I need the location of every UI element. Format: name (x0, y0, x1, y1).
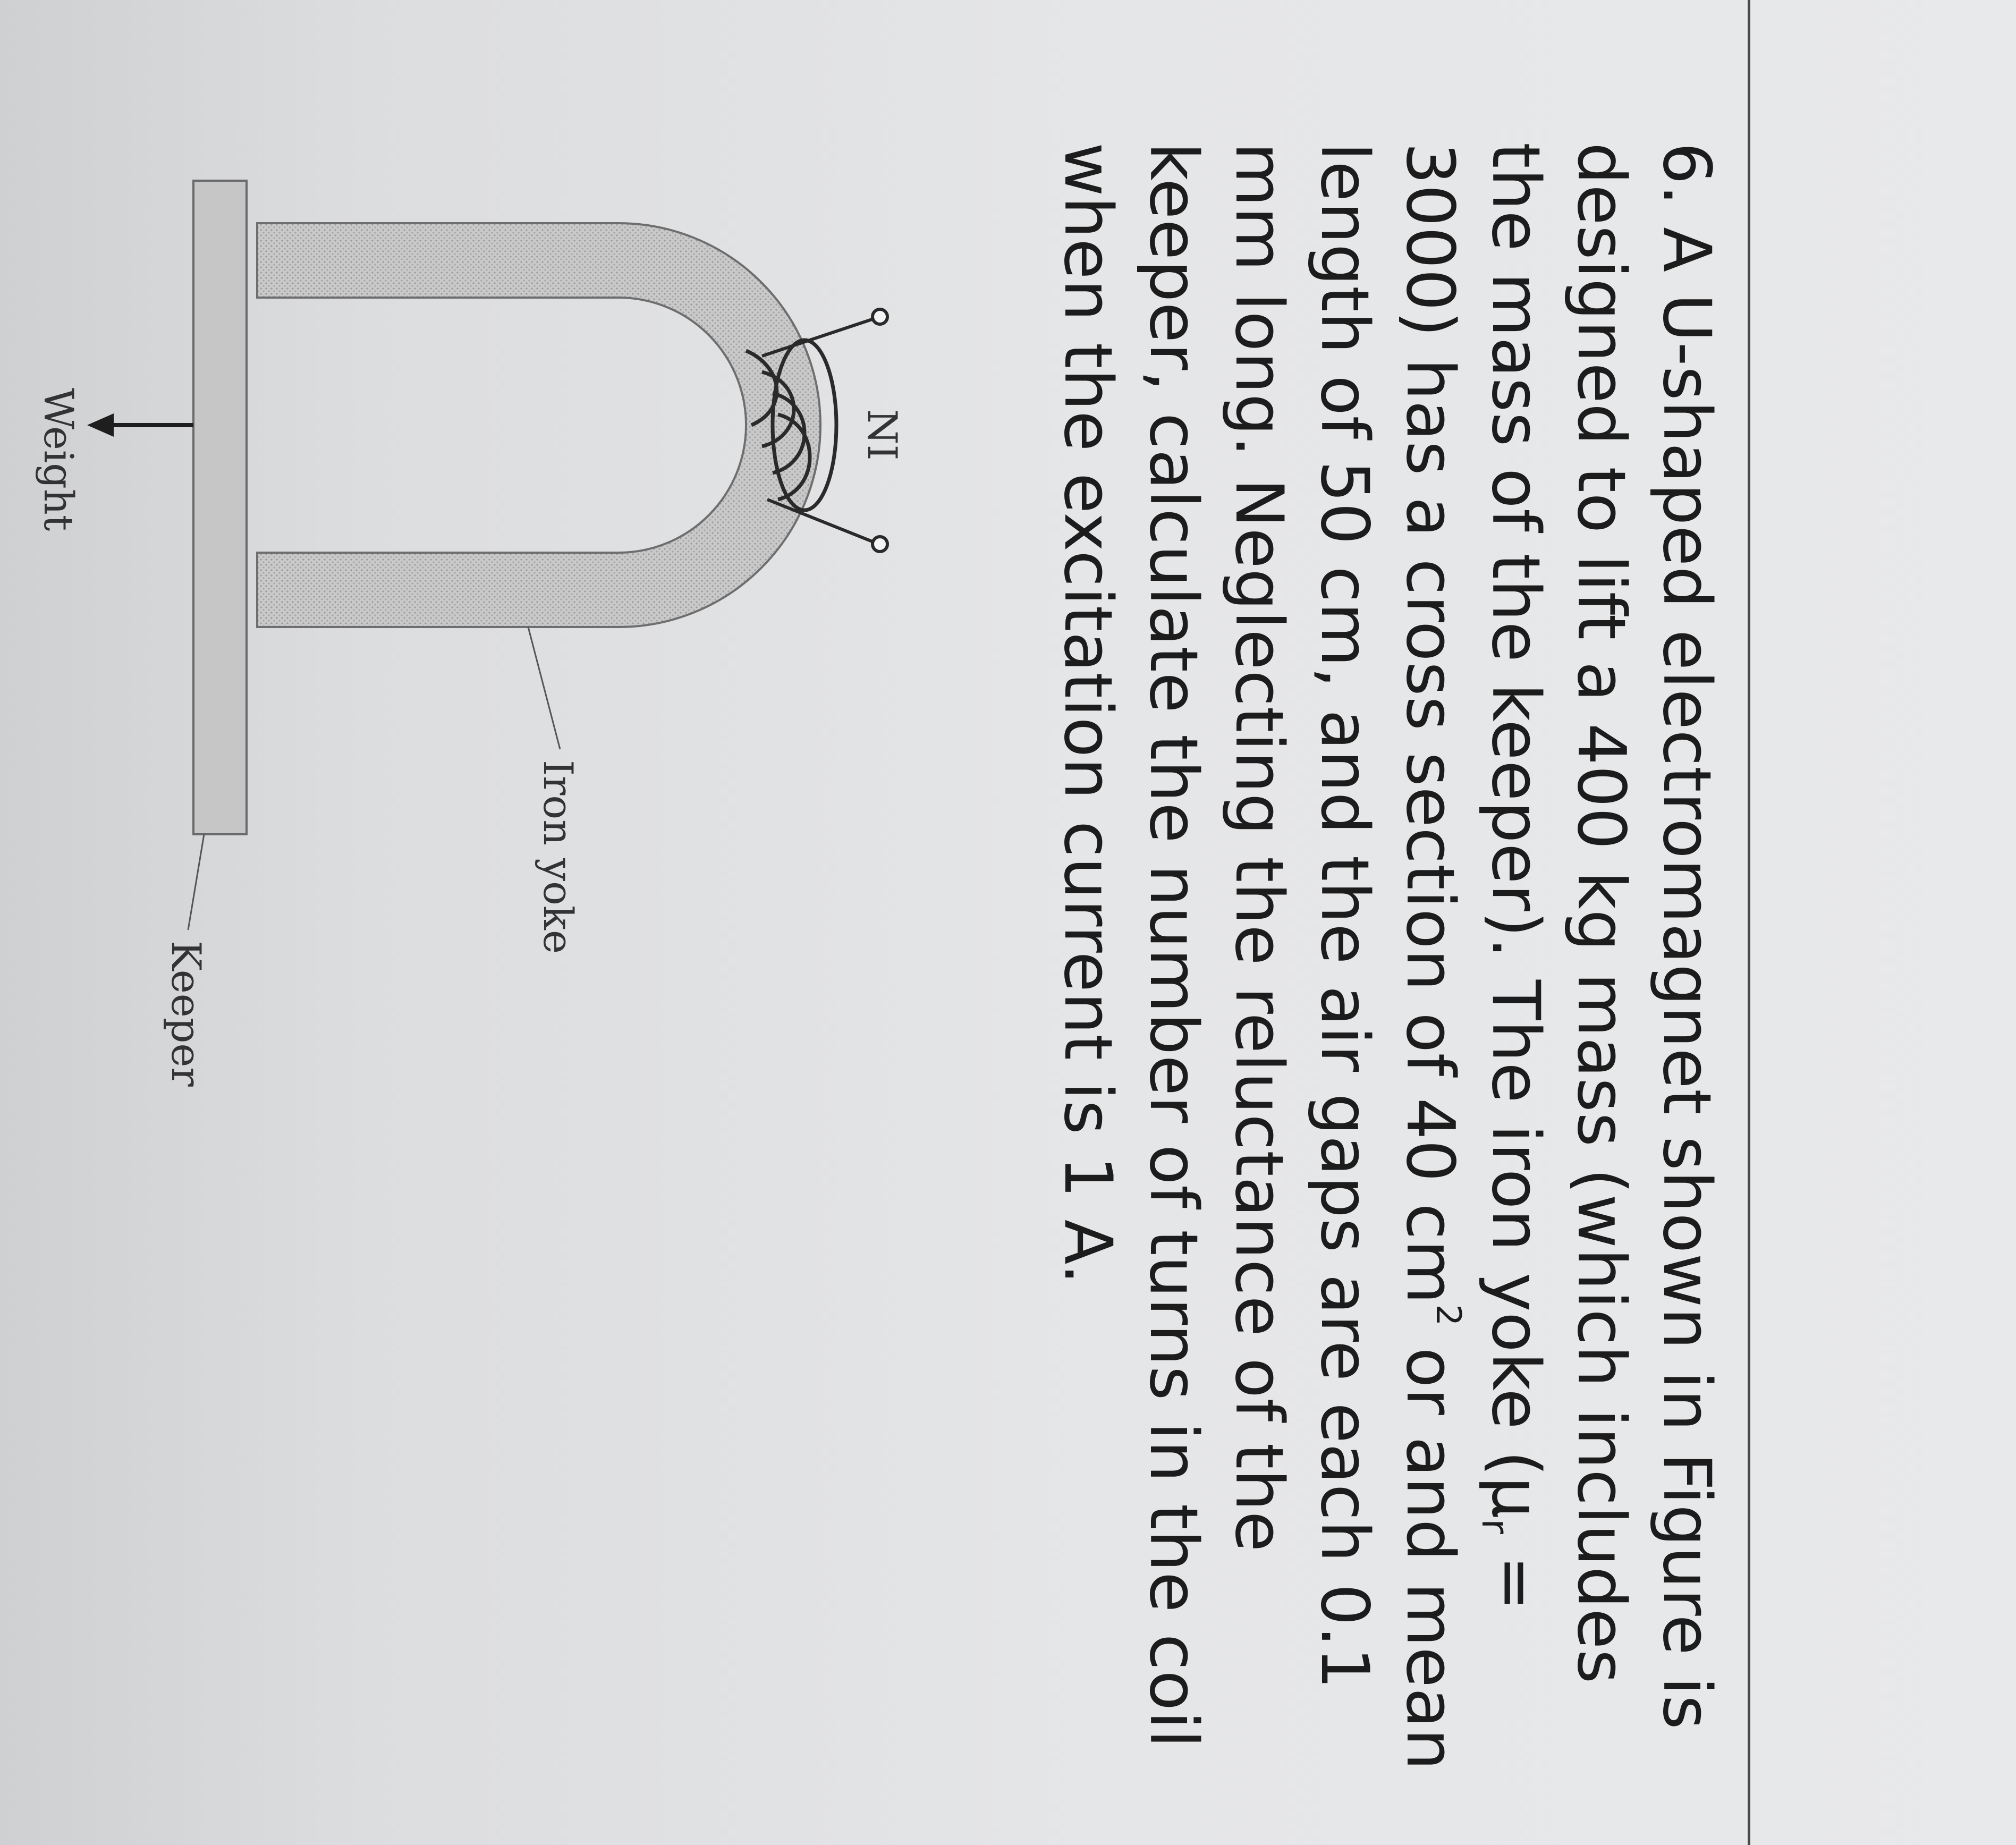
question-text (1045, 142, 1729, 1816)
weight-label: Weight (35, 388, 82, 531)
coil-label: NI (859, 409, 906, 461)
page-top-rule (1748, 0, 1750, 1845)
weight-arrow-head (87, 413, 114, 437)
electromagnet-figure (7, 159, 964, 1754)
question-line: 6. A U-shaped electromagnet shown in Figure is (1648, 142, 1725, 1730)
question-line: length of 50 cm, and the air gaps are each 0.1 (1306, 142, 1383, 1690)
area-superscript: 2 (1428, 1304, 1468, 1326)
yoke-pointer-line (528, 627, 560, 749)
mu-subscript: r (1473, 1519, 1517, 1535)
question-line: the mass of the keeper). The iron yoke ($\mu_r$ = (1473, 142, 1554, 1611)
iron-yoke (257, 223, 820, 627)
question-line: keeper, calculate the number of turns in the coil (1135, 142, 1212, 1748)
question-line: 3000) has a cross section of 40 $cm^2$ or and mean (1392, 142, 1468, 1771)
keeper-label: Keeper (163, 941, 210, 1087)
question-line: mm long. Neglecting the reluctance of the (1221, 142, 1297, 1552)
yoke-label: Iron yoke (535, 760, 582, 954)
keeper-bar (193, 181, 247, 834)
question-line: designed to lift a 400 kg mass (which includes (1563, 142, 1639, 1684)
question-line: when the excitation current is 1 A. (1049, 142, 1126, 1285)
keeper-pointer-line (188, 834, 204, 930)
